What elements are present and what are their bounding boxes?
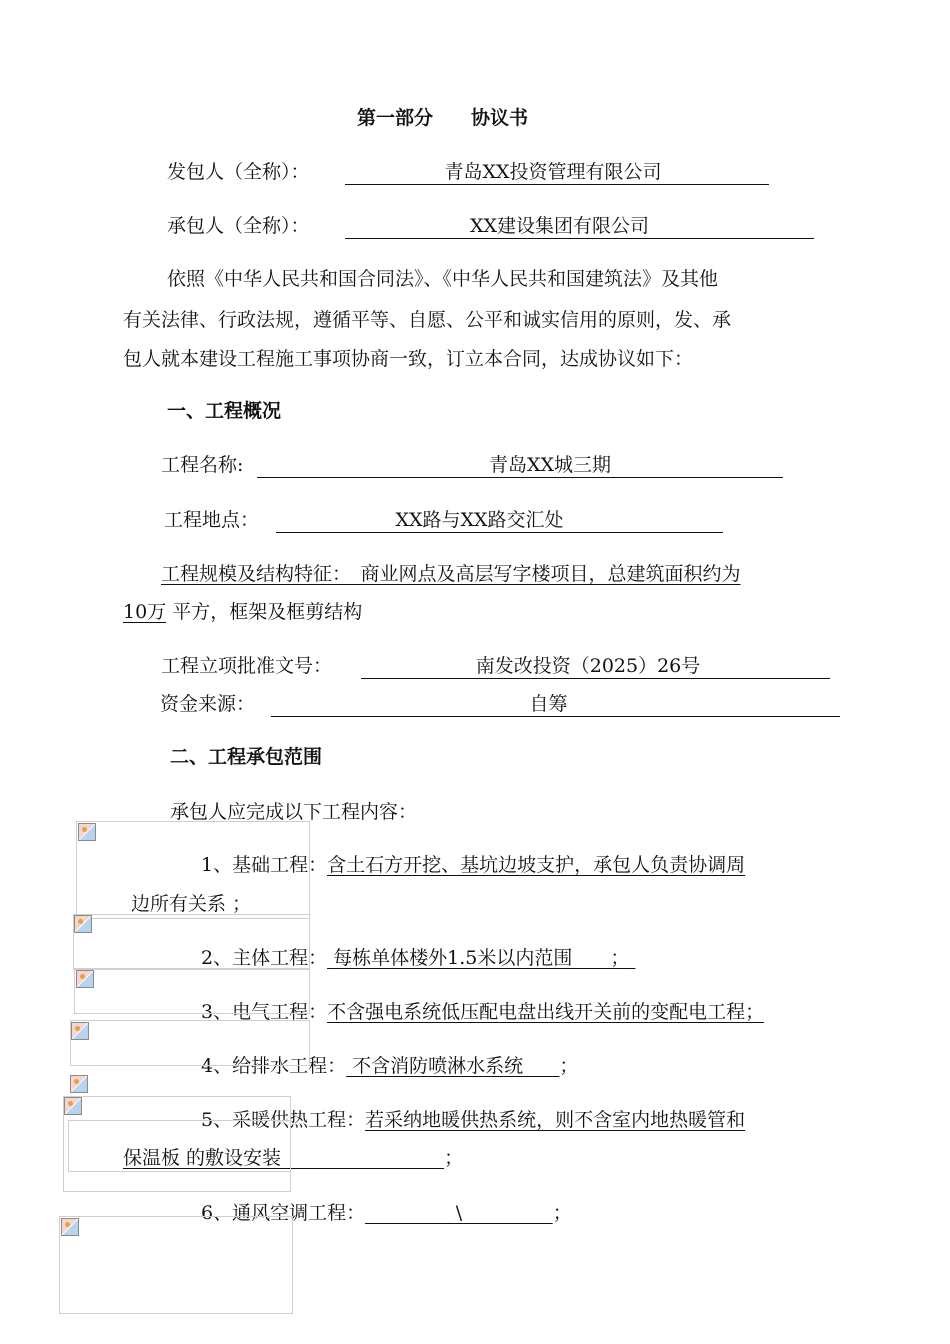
employer-label: 发包人（全称）：	[167, 161, 310, 183]
preamble-line-1: 依照《中华人民共和国合同法》、《中华人民共和国建筑法》及其他	[167, 268, 719, 290]
scope-item-electrical: 3、电气工程：不含强电系统低压配电盘出线开关前的变配电工程；	[201, 1001, 765, 1023]
image-placeholder-3	[74, 968, 310, 1014]
broken-image-icon	[70, 1075, 88, 1093]
project-scale-line-1: 工程规模及结构特征： 商业网点及高层写字楼项目，总建筑面积约为	[161, 563, 741, 585]
employer-value: 青岛XX投资管理有限公司	[345, 160, 769, 185]
section1-heading: 一、工程概况	[167, 400, 282, 422]
preamble-line-3: 包人就本建设工程施工事项协商一致，订立本合同，达成协议如下：	[123, 348, 694, 370]
contractor-label: 承包人（全称）：	[167, 215, 310, 237]
scope-item-heating-cont: 保温板 的敷设安装 ；	[123, 1147, 464, 1169]
scope-item-foundation-cont: 边所有关系 ；	[131, 893, 252, 915]
scope-item-structure: 2、主体工程： 每栋单体楼外1.5米以内范围 ；	[201, 947, 630, 969]
scope-intro: 承包人应完成以下工程内容：	[170, 801, 418, 823]
project-location-value: XX路与XX路交汇处	[276, 508, 723, 533]
approval-number-value: 南发改投资（2025）26号	[361, 654, 830, 679]
image-placeholder-1	[76, 821, 310, 919]
image-placeholder-4	[70, 1020, 310, 1066]
broken-image-icon	[64, 1097, 82, 1115]
section2-heading: 二、工程承包范围	[170, 746, 323, 768]
broken-image-icon	[76, 970, 94, 988]
preamble-line-2: 有关法律、行政法规，遵循平等、自愿、公平和诚实信用的原则，发、承	[123, 309, 732, 331]
funding-source-value: 自筹	[271, 692, 840, 717]
scope-item-plumbing: 4、给排水工程： 不含消防喷淋水系统 ；	[201, 1055, 579, 1077]
broken-image-icon	[61, 1218, 79, 1236]
broken-image-icon	[74, 915, 92, 933]
image-placeholder-2	[73, 914, 310, 970]
project-name-value: 青岛XX城三期	[257, 453, 783, 478]
broken-image-icon	[71, 1022, 89, 1040]
image-placeholder-7	[59, 1216, 293, 1314]
scope-item-foundation: 1、基础工程：含土石方开挖、基坑边坡支护，承包人负责协调周	[201, 854, 746, 876]
contractor-value: XX建设集团有限公司	[345, 214, 814, 239]
funding-source-label: 资金来源：	[160, 693, 256, 715]
page-title: 第一部分 协议书	[357, 107, 529, 129]
project-location-label: 工程地点：	[164, 509, 260, 531]
project-name-label: 工程名称:	[161, 454, 244, 476]
image-placeholder-6	[68, 1120, 291, 1172]
scope-item-heating: 5、采暖供热工程：若采纳地暖供热系统，则不含室内地热暖管和	[201, 1109, 746, 1131]
broken-image-icon	[78, 823, 96, 841]
approval-number-label: 工程立项批准文号：	[161, 655, 333, 677]
project-scale-line-2: 10万 平方，框架及框剪结构	[123, 601, 363, 623]
scope-item-hvac: 6、通风空调工程： \ ；	[201, 1202, 572, 1224]
